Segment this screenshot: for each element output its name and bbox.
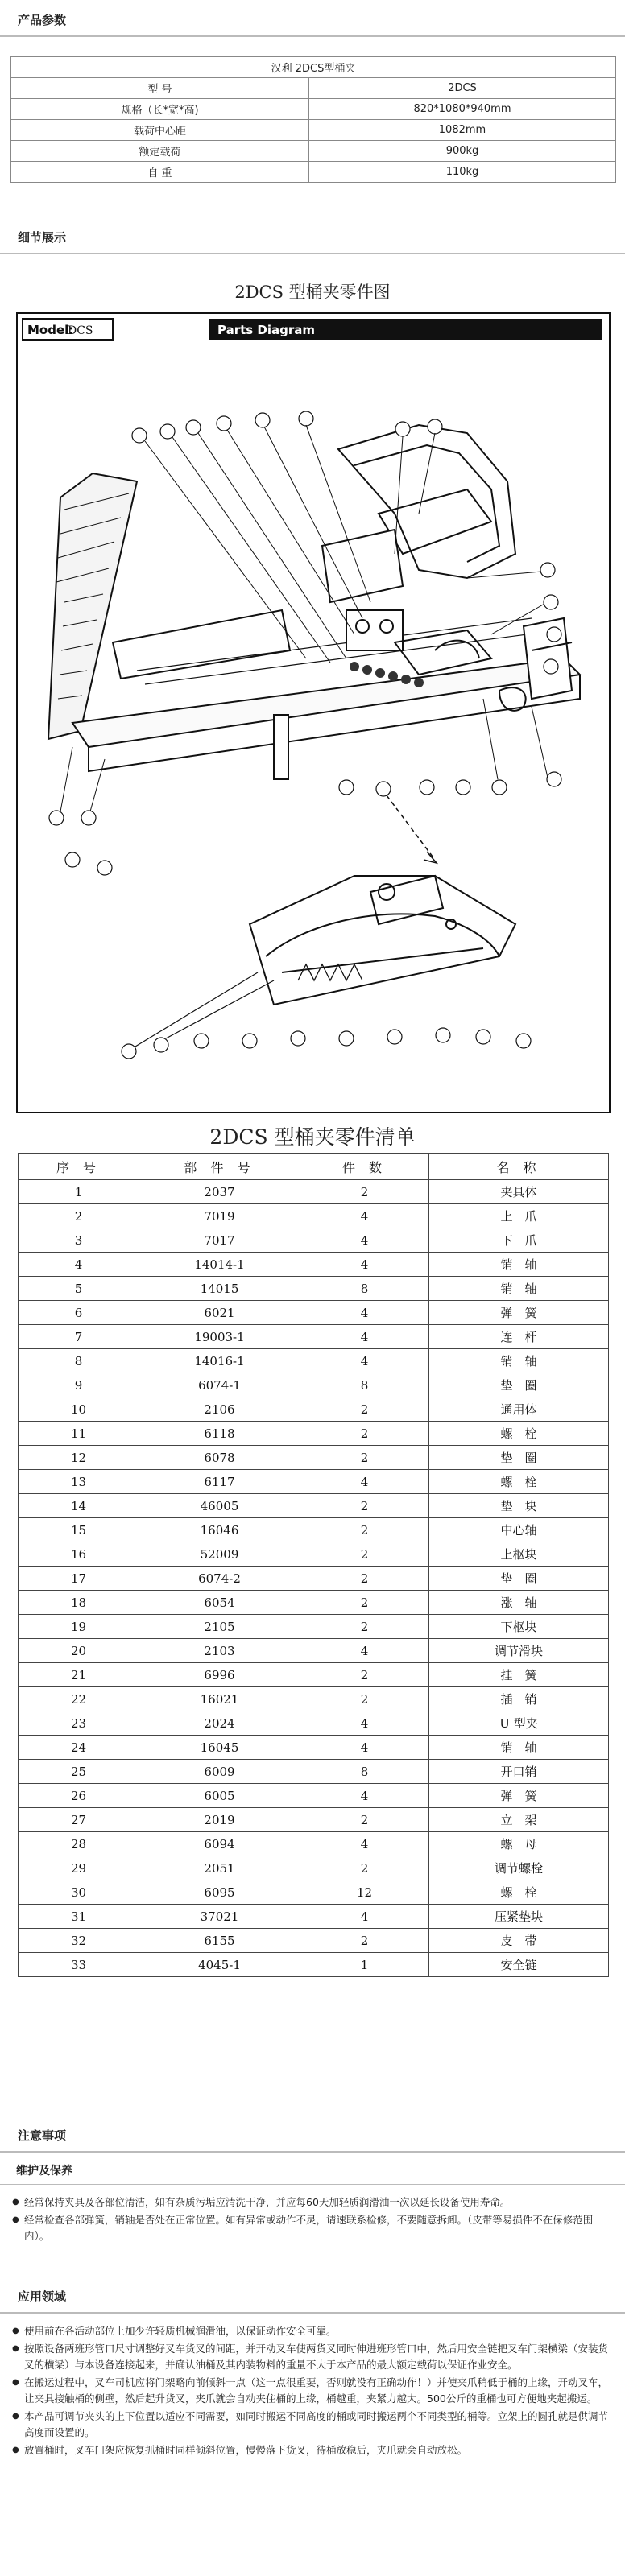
part-qty: 8 [300,1373,429,1397]
section-title: 应用领域 [18,2289,67,2304]
part-number: 14014-1 [139,1253,300,1277]
part-name: 挂 簧 [429,1663,609,1687]
list-item: ● 按照设备两班形管口尺寸调整好叉车货叉的间距，并开动叉车使两货叉同时伸进班形管口中，然后用安全链把叉车门架横梁（安装货叉的横梁）与本设备连接起来，并确认油桶及其内装物料的重量不大于本产品的最大额定载荷以保证作业安全。 [11,2341,614,2373]
part-seq: 1 [19,1180,139,1204]
part-seq: 17 [19,1567,139,1591]
part-qty: 2 [300,1856,429,1880]
part-name: 垫 块 [429,1494,609,1518]
list-item: ● 经常检查各部弹簧，销轴是否处在正常位置。如有异常或动作不灵，请速联系检修，不要随意拆卸。（皮带等易损件不在保修范围内）。 [11,2212,614,2244]
part-qty: 4 [300,1639,429,1663]
table-row [19,1325,609,1349]
table-row [19,1253,609,1277]
table-row [19,1494,609,1518]
spec-table [10,56,616,183]
col-header: 序 号 [19,1154,139,1180]
part-qty: 4 [300,1204,429,1228]
part-seq: 29 [19,1856,139,1880]
part-qty: 2 [300,1615,429,1639]
part-name: 插 销 [429,1687,609,1711]
section-title: 产品参数 [18,13,67,27]
table-row [19,1760,609,1784]
part-number: 16045 [139,1736,300,1760]
part-qty: 8 [300,1760,429,1784]
spec-value: 110kg [309,162,616,183]
part-seq: 14 [19,1494,139,1518]
table-row [19,1204,609,1228]
table-row [19,1687,609,1711]
table-row [19,1180,609,1204]
table-row [19,1397,609,1422]
part-qty: 4 [300,1784,429,1808]
table-header-row [19,1154,609,1180]
diagram-header: Parts Diagram [217,323,316,337]
diagram-title: 2DCS 型桶夹零件图 [234,283,391,302]
part-name: 销 轴 [429,1277,609,1301]
part-seq: 32 [19,1929,139,1953]
table-row [19,1277,609,1301]
part-name: 螺 栓 [429,1422,609,1446]
part-name: 销 轴 [429,1349,609,1373]
part-name: 垫 圈 [429,1373,609,1397]
part-qty: 2 [300,1397,429,1422]
part-seq: 28 [19,1832,139,1856]
table-row [19,1880,609,1905]
table-row [19,1856,609,1880]
spec-value: 900kg [309,141,616,162]
part-qty: 1 [300,1953,429,1977]
divider [0,253,625,254]
part-number: 2019 [139,1808,300,1832]
part-name: 螺 母 [429,1832,609,1856]
table-row [19,1422,609,1446]
part-qty: 2 [300,1663,429,1687]
part-qty: 4 [300,1301,429,1325]
part-name: 调节螺栓 [429,1856,609,1880]
part-qty: 2 [300,1567,429,1591]
part-number: 19003-1 [139,1325,300,1349]
list-item: ● 本产品可调节夹头的上下位置以适应不同需要，如同时搬运不同高度的桶或同时搬运两个不同类型的桶等。立架上的圆孔就是供调节高度而设置的。 [11,2409,614,2441]
table-row [19,1373,609,1397]
part-seq: 20 [19,1639,139,1663]
part-number: 2024 [139,1711,300,1736]
list-item: ● 在搬运过程中，叉车司机应将门架略向前倾斜一点（这一点很重要，否则就没有正确动作！）并使夹爪稍低于桶的上缘，开动叉车，让夹具接触桶的侧壁，然后起升货叉，夹爪就会自动夹住桶的上缘，桶越重，夹紧力越大。500公斤的重桶也可方便地夹起搬运。 [11,2375,614,2407]
part-seq: 4 [19,1253,139,1277]
part-seq: 5 [19,1277,139,1301]
table-row [19,1784,609,1808]
part-number: 6118 [139,1422,300,1446]
part-name: 开口销 [429,1760,609,1784]
part-qty: 4 [300,1711,429,1736]
part-number: 6054 [139,1591,300,1615]
table-row [11,78,616,99]
col-header: 件 数 [300,1154,429,1180]
part-seq: 8 [19,1349,139,1373]
part-name: 通用体 [429,1397,609,1422]
part-number: 2105 [139,1615,300,1639]
part-number: 7017 [139,1228,300,1253]
part-number: 6078 [139,1446,300,1470]
part-seq: 16 [19,1542,139,1567]
part-number: 7019 [139,1204,300,1228]
part-seq: 6 [19,1301,139,1325]
part-name: 垫 圈 [429,1446,609,1470]
part-qty: 2 [300,1542,429,1567]
part-seq: 25 [19,1760,139,1784]
part-number: 6996 [139,1663,300,1687]
part-seq: 33 [19,1953,139,1977]
table-row [19,1446,609,1470]
part-number: 6074-1 [139,1373,300,1397]
part-qty: 4 [300,1325,429,1349]
part-qty: 8 [300,1277,429,1301]
part-number: 4045-1 [139,1953,300,1977]
part-name: 中心轴 [429,1518,609,1542]
spec-value: 2DCS [309,78,616,99]
spec-label: 载荷中心距 [11,120,309,141]
spec-label: 型 号 [11,78,309,99]
part-number: 6117 [139,1470,300,1494]
list-item: ● 使用前在各活动部位上加少许轻质机械润滑油，以保证动作安全可靠。 [11,2323,614,2339]
part-name: 下 爪 [429,1228,609,1253]
spec-label: 额定载荷 [11,141,309,162]
part-seq: 7 [19,1325,139,1349]
part-qty: 2 [300,1929,429,1953]
table-row [19,1832,609,1856]
part-seq: 21 [19,1663,139,1687]
part-name: 压紧垫块 [429,1905,609,1929]
section-header-detail [0,217,625,256]
section-title: 注意事项 [18,2128,67,2143]
part-name: 垫 圈 [429,1567,609,1591]
part-number: 2106 [139,1397,300,1422]
part-seq: 11 [19,1422,139,1446]
part-name: 下枢块 [429,1615,609,1639]
table-row [11,57,616,78]
table-row [19,1542,609,1567]
part-seq: 30 [19,1880,139,1905]
part-name: 弹 簧 [429,1784,609,1808]
spec-label: 规格（长*宽*高) [11,99,309,120]
part-seq: 23 [19,1711,139,1736]
part-qty: 12 [300,1880,429,1905]
part-qty: 2 [300,1422,429,1446]
part-qty: 2 [300,1808,429,1832]
col-header: 名 称 [429,1154,609,1180]
part-number: 6021 [139,1301,300,1325]
section-header-application [0,2277,625,2315]
model-label: Model: [27,323,74,337]
part-name: 上枢块 [429,1542,609,1567]
part-qty: 2 [300,1180,429,1204]
part-seq: 3 [19,1228,139,1253]
part-name: 螺 栓 [429,1470,609,1494]
part-qty: 4 [300,1349,429,1373]
part-number: 6095 [139,1880,300,1905]
part-number: 14016-1 [139,1349,300,1373]
table-row [19,1929,609,1953]
part-qty: 4 [300,1832,429,1856]
part-qty: 2 [300,1518,429,1542]
model-value: DCS [68,324,93,337]
parts-table-title: 2DCS 型桶夹零件清单 [209,1125,416,1149]
part-qty: 2 [300,1687,429,1711]
part-name: 销 轴 [429,1736,609,1760]
spec-label: 自 重 [11,162,309,183]
part-seq: 10 [19,1397,139,1422]
table-row [19,1591,609,1615]
part-name: 涨 轴 [429,1591,609,1615]
section-header-params [0,0,625,39]
part-qty: 2 [300,1494,429,1518]
divider [0,2151,625,2153]
part-seq: 13 [19,1470,139,1494]
part-number: 6094 [139,1832,300,1856]
part-seq: 22 [19,1687,139,1711]
spec-value: 1082mm [309,120,616,141]
part-number: 6009 [139,1760,300,1784]
table-row [19,1615,609,1639]
part-seq: 19 [19,1615,139,1639]
part-seq: 24 [19,1736,139,1760]
part-number: 52009 [139,1542,300,1567]
parts-diagram [16,312,611,1113]
part-qty: 2 [300,1591,429,1615]
table-row [11,162,616,183]
part-name: 螺 栓 [429,1880,609,1905]
part-seq: 18 [19,1591,139,1615]
section-title: 细节展示 [18,230,67,245]
part-name: 连 杆 [429,1325,609,1349]
part-seq: 31 [19,1905,139,1929]
table-row [19,1953,609,1977]
section-header-notes [0,2116,625,2154]
list-item: ● 放置桶时，叉车门架应恢复抓桶时同样倾斜位置，慢慢落下货叉，待桶放稳后，夹爪就会自动放松。 [11,2442,614,2458]
part-number: 14015 [139,1277,300,1301]
subsection-title: 维护及保养 [16,2165,72,2178]
part-seq: 9 [19,1373,139,1397]
table-row [11,120,616,141]
table-row [19,1808,609,1832]
spec-value: 820*1080*940mm [309,99,616,120]
part-name: 销 轴 [429,1253,609,1277]
table-row [19,1301,609,1325]
part-name: 安全链 [429,1953,609,1977]
part-number: 2037 [139,1180,300,1204]
table-row [19,1349,609,1373]
part-name: U 型夹 [429,1711,609,1736]
part-seq: 27 [19,1808,139,1832]
table-row [19,1639,609,1663]
part-qty: 2 [300,1446,429,1470]
part-number: 6155 [139,1929,300,1953]
part-seq: 12 [19,1446,139,1470]
table-row [19,1470,609,1494]
table-row [19,1663,609,1687]
part-number: 16046 [139,1518,300,1542]
table-row [19,1736,609,1760]
part-qty: 4 [300,1736,429,1760]
part-name: 立 架 [429,1808,609,1832]
part-number: 46005 [139,1494,300,1518]
table-row [19,1711,609,1736]
table-row [19,1905,609,1929]
part-seq: 2 [19,1204,139,1228]
part-name: 上 爪 [429,1204,609,1228]
divider [0,35,625,37]
part-number: 6074-2 [139,1567,300,1591]
part-name: 夹具体 [429,1180,609,1204]
table-row [19,1228,609,1253]
part-number: 6005 [139,1784,300,1808]
subsection-header-maintenance [0,2154,625,2188]
part-number: 16021 [139,1687,300,1711]
part-qty: 4 [300,1470,429,1494]
col-header: 部 件 号 [139,1154,300,1180]
part-name: 皮 带 [429,1929,609,1953]
part-qty: 4 [300,1228,429,1253]
product-name-cell: 汉利 2DCS型桶夹 [11,57,616,78]
table-row [11,141,616,162]
part-number: 37021 [139,1905,300,1929]
part-number: 2051 [139,1856,300,1880]
part-name: 弹 簧 [429,1301,609,1325]
part-seq: 15 [19,1518,139,1542]
list-item: ● 经常保持夹具及各部位清洁，如有杂质污垢应清洗干净，并应每60天加轻质润滑油一次以延长设备使用寿命。 [11,2194,614,2211]
maintenance-list [11,2194,614,2246]
table-row [19,1518,609,1542]
part-number: 2103 [139,1639,300,1663]
part-name: 调节滑块 [429,1639,609,1663]
divider [0,2184,625,2185]
part-qty: 4 [300,1253,429,1277]
application-list [11,2323,614,2460]
divider [0,2312,625,2314]
table-row [11,99,616,120]
parts-table [18,1153,609,1977]
part-seq: 26 [19,1784,139,1808]
table-row [19,1567,609,1591]
part-qty: 4 [300,1905,429,1929]
